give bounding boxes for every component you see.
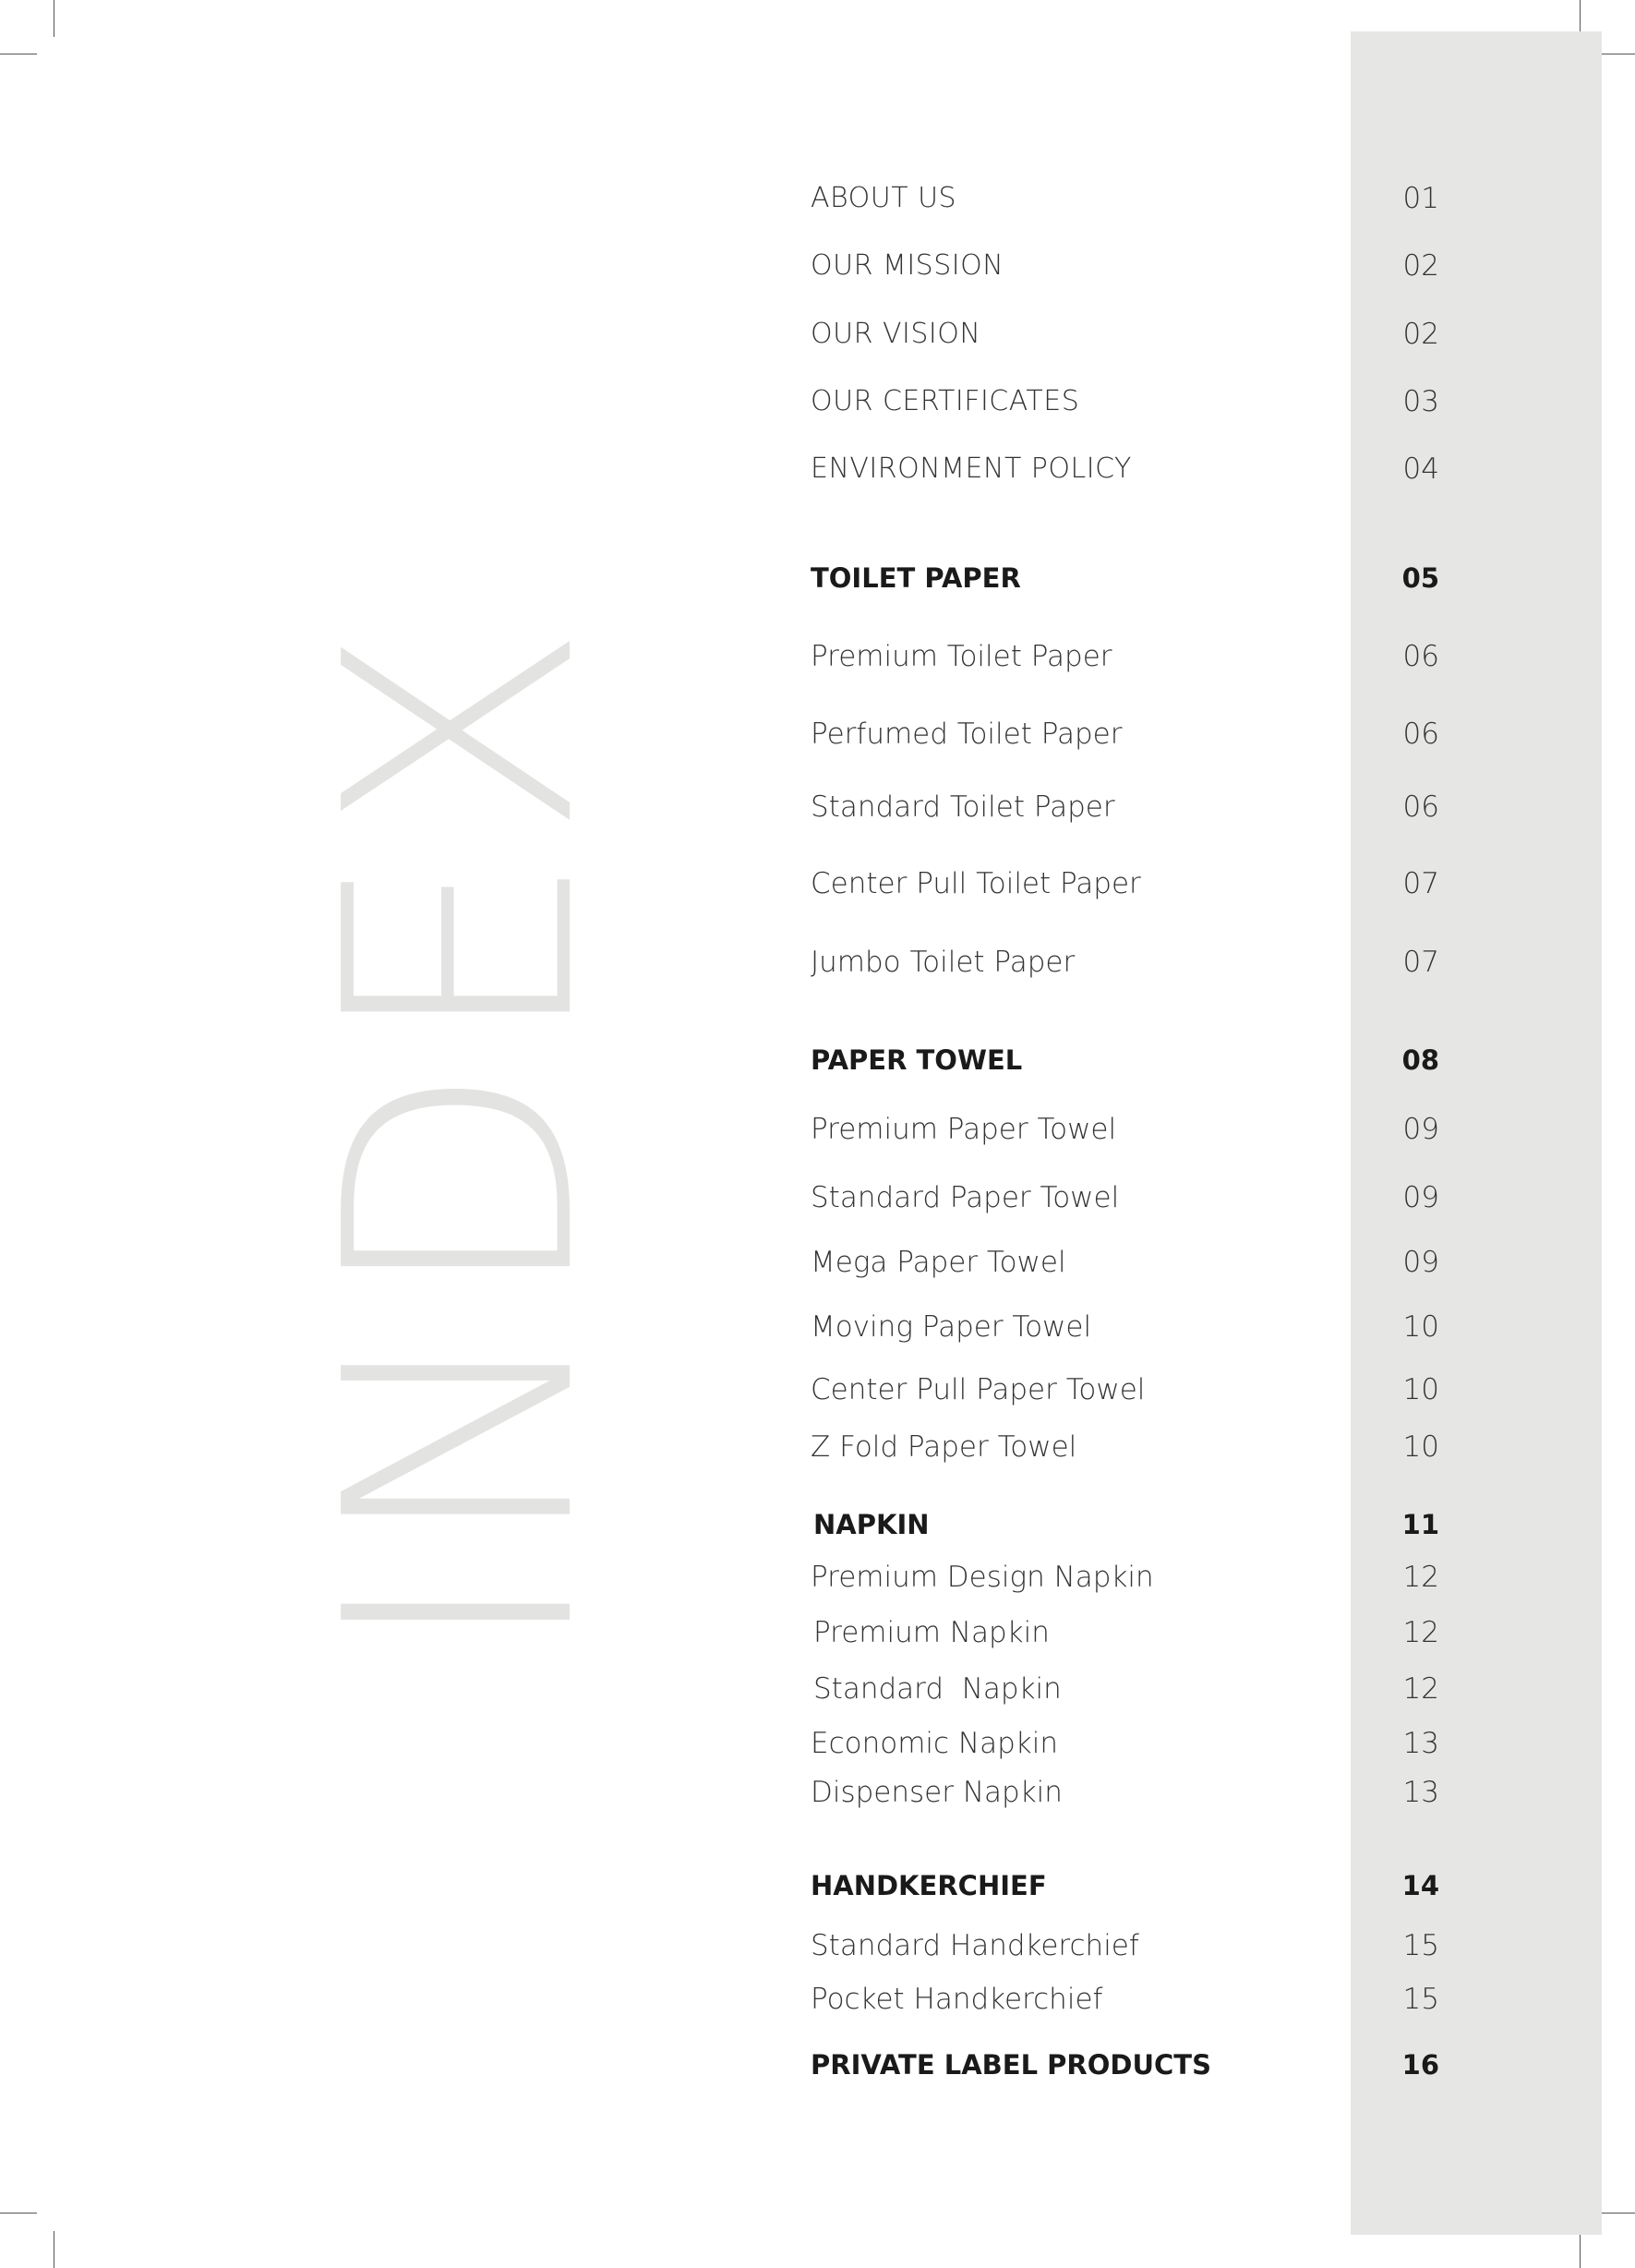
toc-item <box>0 935 1635 990</box>
toc-item <box>0 779 1635 835</box>
toc-label: OUR MISSION <box>811 249 1004 282</box>
toc-label: Dispenser Napkin <box>811 1776 1063 1809</box>
toc-page-number: 13 <box>1402 1776 1439 1809</box>
toc-label: Z Fold Paper Towel <box>811 1430 1077 1464</box>
toc-item <box>0 1918 1635 1973</box>
toc-page-number: 15 <box>1402 1983 1439 2016</box>
toc-item <box>0 856 1635 911</box>
toc-label: OUR CERTIFICATES <box>811 385 1080 417</box>
toc-label: PAPER TOWEL <box>811 1044 1023 1076</box>
page-title: INDEX <box>279 609 644 1659</box>
toc-item <box>0 629 1635 684</box>
crop-mark <box>0 2213 37 2214</box>
toc-page-number: 15 <box>1402 1929 1439 1962</box>
toc-label: Standard Toilet Paper <box>811 790 1115 824</box>
toc-page-number: 09 <box>1402 1246 1439 1279</box>
toc-item <box>0 441 1635 497</box>
toc-item <box>0 1550 1635 1605</box>
crop-mark <box>1598 2213 1635 2214</box>
toc-section-heading <box>0 1858 1635 1913</box>
toc-label: TOILET PAPER <box>811 562 1021 594</box>
toc-label: Perfumed Toilet Paper <box>811 718 1123 751</box>
toc-label: Economic Napkin <box>811 1727 1058 1760</box>
toc-section-heading <box>0 2037 1635 2093</box>
toc-page-number: 12 <box>1402 1561 1439 1594</box>
toc-item <box>0 1299 1635 1355</box>
toc-label: Pocket Handkerchief <box>811 1983 1103 2016</box>
toc-label: OUR VISION <box>811 318 981 350</box>
toc-page-number: 14 <box>1401 1870 1439 1901</box>
toc-item <box>0 171 1635 226</box>
toc-label: Moving Paper Towel <box>811 1310 1092 1344</box>
toc-page-number: 12 <box>1402 1672 1439 1706</box>
toc-item <box>0 238 1635 294</box>
toc-page-number: 07 <box>1402 867 1439 900</box>
toc-page-number: 11 <box>1401 1509 1439 1540</box>
toc-item <box>0 307 1635 362</box>
toc-item <box>0 1102 1635 1157</box>
toc-page-number: 08 <box>1401 1044 1439 1076</box>
toc-item <box>0 1661 1635 1717</box>
toc-label: Standard Paper Towel <box>811 1181 1120 1214</box>
toc-label: ENVIRONMENT POLICY <box>811 452 1132 485</box>
toc-item <box>0 1419 1635 1475</box>
toc-page-number: 02 <box>1402 249 1439 283</box>
toc-item <box>0 1362 1635 1418</box>
toc-label: HANDKERCHIEF <box>811 1870 1047 1901</box>
toc-page-number: 06 <box>1402 718 1439 751</box>
toc-page-number: 02 <box>1402 318 1439 351</box>
toc-page-number: 10 <box>1402 1373 1439 1406</box>
toc-section-heading <box>0 1497 1635 1552</box>
toc-section-heading <box>0 1032 1635 1088</box>
toc-item <box>0 1170 1635 1225</box>
toc-page-number: 13 <box>1402 1727 1439 1760</box>
toc-label: Standard Napkin <box>813 1672 1062 1706</box>
toc-item <box>0 1605 1635 1660</box>
toc-page-number: 06 <box>1402 790 1439 824</box>
toc-page-number: 12 <box>1402 1616 1439 1649</box>
toc-item <box>0 374 1635 429</box>
toc-page-number: 10 <box>1402 1430 1439 1464</box>
crop-mark <box>1580 2231 1581 2268</box>
toc-label: Jumbo Toilet Paper <box>811 946 1076 979</box>
toc-label: ABOUT US <box>811 182 957 214</box>
toc-label: Premium Napkin <box>813 1616 1050 1649</box>
toc-page-number: 06 <box>1402 640 1439 673</box>
toc-item <box>0 1235 1635 1290</box>
toc-page-number: 07 <box>1402 946 1439 979</box>
toc-page-number: 03 <box>1402 385 1439 418</box>
toc-page-number: 09 <box>1402 1113 1439 1146</box>
toc-item <box>0 1972 1635 2027</box>
toc-label: PRIVATE LABEL PRODUCTS <box>811 2049 1211 2081</box>
toc-label: Center Pull Paper Towel <box>811 1373 1146 1406</box>
toc-page-number: 01 <box>1402 182 1439 215</box>
toc-label: Premium Design Napkin <box>811 1561 1154 1594</box>
toc-section-heading <box>0 550 1635 606</box>
toc-label: Center Pull Toilet Paper <box>811 867 1141 900</box>
toc-item <box>0 1765 1635 1820</box>
toc-page-number: 04 <box>1402 452 1439 486</box>
toc-page-number: 05 <box>1401 562 1439 594</box>
toc-label: Premium Toilet Paper <box>811 640 1112 673</box>
toc-label: Premium Paper Towel <box>811 1113 1117 1146</box>
toc-label: Standard Handkerchief <box>811 1929 1139 1962</box>
toc-page-number: 16 <box>1401 2049 1439 2081</box>
toc-page-number: 09 <box>1402 1181 1439 1214</box>
toc-item <box>0 1716 1635 1771</box>
toc-item <box>0 706 1635 762</box>
toc-label: Mega Paper Towel <box>811 1246 1066 1279</box>
toc-label: NAPKIN <box>813 1509 930 1540</box>
toc-page-number: 10 <box>1402 1310 1439 1344</box>
